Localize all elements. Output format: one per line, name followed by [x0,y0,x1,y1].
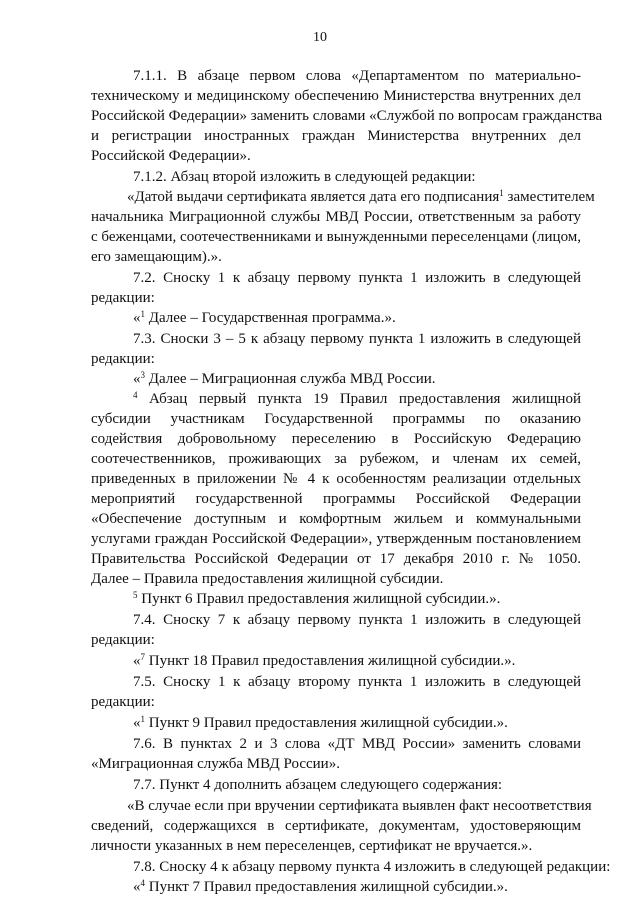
text-line [133,369,581,389]
text-span: « [133,653,141,669]
text-line: 7.1.1. В абзаце первом слова «Департаментом по материально- [133,68,581,84]
text-line: соотечественников, проживающих за рубежом, и членам их семей, [91,451,581,467]
text-line: 7.8. Сноску 4 к абзацу первому пункта 4 изложить в следующей редакции: [133,859,611,875]
text-line: 7.5. Сноску 1 к абзацу второму пункта 1 изложить в следующей [133,674,581,690]
footnote-mark: 5 [133,590,138,600]
text-line: Российской Федерации» заменить словами «Службой по вопросам гражданства [91,108,603,124]
text-line: сведений, содержащихся в сертификате, документам, удостоверяющим [91,818,581,834]
text-line: редакции: [91,351,155,367]
text-line: его замещающим).». [91,249,222,265]
footnote-mark: 7 [140,652,145,662]
text-line [133,308,581,328]
text-line [127,187,595,207]
text-line: редакции: [91,694,155,710]
footnote-mark: 1 [140,714,145,724]
text-line: редакции: [91,632,155,648]
footnote-mark: 1 [140,309,145,319]
text-span: « [133,879,141,895]
text-span: Далее – Миграционная служба МВД России. [145,371,436,387]
text-line: личности указанных в нем переселенцев, сертификат не вручается.». [91,838,533,854]
text-line [133,877,581,897]
text-line [133,713,581,733]
text-line: услугами граждан Российской Федерации», утвержденным постановлением [91,531,581,547]
text-span: «Датой выдачи сертификата является дата его подписания [127,189,500,205]
text-span: « [133,310,141,326]
text-span: Пункт 7 Правил предоставления жилищной субсидии.». [145,879,508,895]
text-line: 7.2. Сноску 1 к абзацу первому пункта 1 изложить в следующей [133,270,581,286]
text-span: « [133,715,141,731]
text-line: 7.1.2. Абзац второй изложить в следующей редакции: [133,169,476,185]
text-line: субсидии участникам Государственной программы по оказанию [91,411,581,427]
text-line: техническому и медицинскому обеспечению Министерства внутренних дел [91,88,581,104]
text-line: и регистрации иностранных граждан Министерства внутренних дел [91,128,581,144]
text-line [133,651,581,671]
text-line: 7.6. В пунктах 2 и 3 слова «ДТ МВД России» заменить словами [133,736,581,752]
text-span: « [133,371,141,387]
text-span: Далее – Государственная программа.». [145,310,396,326]
text-line: «Обеспечение доступным и комфортным жильем и коммунальными [91,511,581,527]
footnote-mark: 1 [499,188,504,198]
text-line: «Миграционная служба МВД России». [91,756,340,772]
text-line: «В случае если при вручении сертификата выявлен факт несоответствия [127,798,592,814]
text-span: Пункт 9 Правил предоставления жилищной субсидии.». [145,715,508,731]
page-number: 10 [313,30,327,45]
text-line: Далее – Правила предоставления жилищной субсидии. [91,571,444,587]
text-line: 7.4. Сноску 7 к абзацу первому пункта 1 изложить в следующей [133,612,581,628]
text-line [133,589,581,609]
text-line: Правительства Российской Федерации от 17 декабря 2010 г. № 1050. [91,551,581,567]
text-line: приведенных в приложении № 4 к особенностям реализации отдельных [91,471,581,487]
text-span: Пункт 6 Правил предоставления жилищной субсидии.». [137,591,501,607]
text-line: начальника Миграционной службы МВД России, ответственным за работу [91,209,581,225]
text-line: мероприятий государственной программы Российской Федерации [91,491,581,507]
text-line [133,389,581,409]
text-line: содействия добровольному переселению в Российскую Федерацию [91,431,581,447]
text-span: Пункт 18 Правил предоставления жилищной субсидии.». [145,653,516,669]
text-line: 7.7. Пункт 4 дополнить абзацем следующего содержания: [133,777,503,793]
text-span: заместителем [503,189,595,205]
text-line: с беженцами, соотечественниками и вынужденными переселенцами (лицом, [91,229,582,245]
text-line: Российской Федерации». [91,148,251,164]
text-span: Абзац первый пункта 19 Правил предоставления жилищной [137,391,581,407]
text-line: 7.3. Сноски 3 – 5 к абзацу первому пункта 1 изложить в следующей [133,331,581,347]
footnote-mark: 4 [140,878,145,888]
footnote-mark: 4 [133,390,138,400]
text-line: редакции: [91,290,155,306]
footnote-mark: 3 [140,370,145,380]
